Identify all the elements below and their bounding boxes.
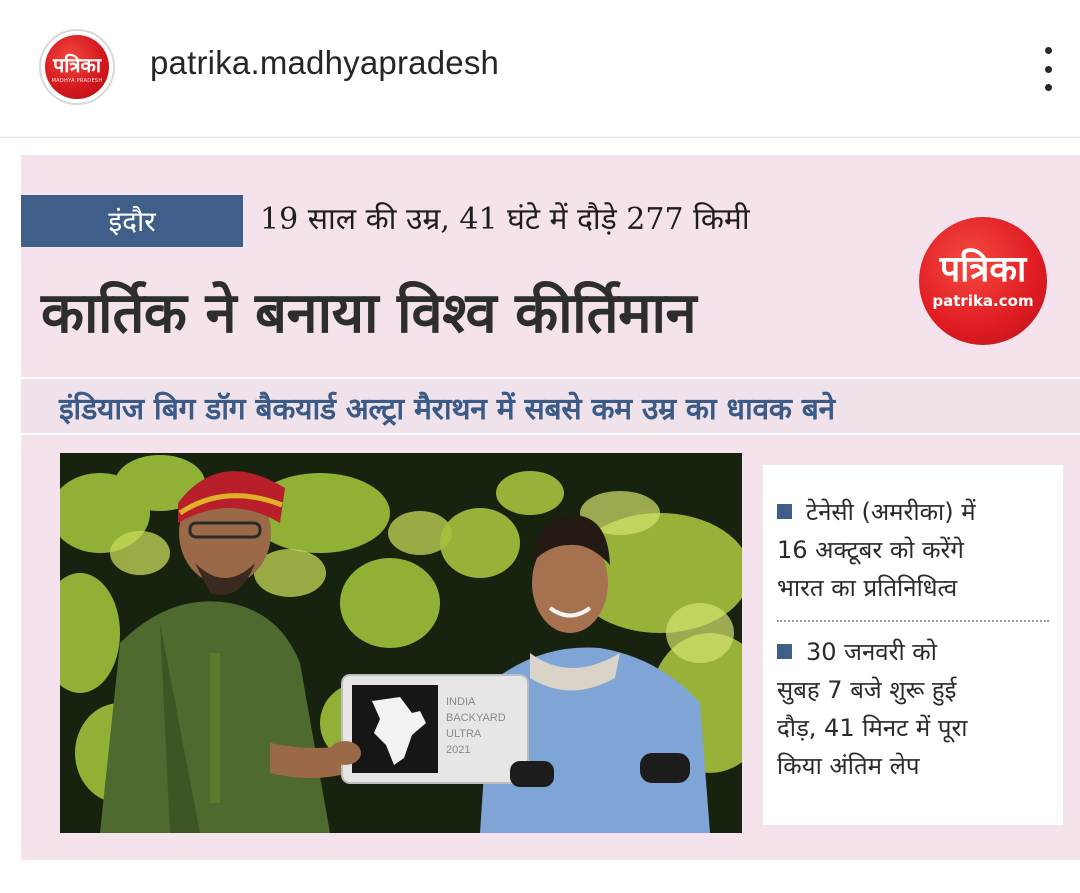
post-image[interactable] [21,155,1080,860]
patrika-logo-url: patrika.com [932,292,1034,310]
bullet-line: दौड़, 41 मिनट में पूरा [777,714,968,742]
post-header [0,0,1080,138]
divider [777,620,1049,622]
bullet-line: टेनेसी (अमरीका) में [806,498,976,526]
dot [1045,47,1052,54]
bullet-line: भारत का प्रतिनिधित्व [777,574,958,602]
info-bullet [777,633,1059,785]
more-options-icon[interactable] [1030,44,1066,94]
avatar-logo [45,35,109,99]
patrika-logo-title: पत्रिका [939,249,1027,290]
profile-avatar[interactable] [39,29,115,105]
photo-illustration [60,453,742,833]
subheadline: इंडियाज बिग डॉग बैकयार्ड अल्ट्रा मैराथन में सबसे कम उम्र का धावक बने [59,392,835,427]
info-bullet [777,493,1059,607]
strap-line: 19 साल की उम्र, 41 घंटे में दौड़े 277 किमी [260,202,750,237]
username-link[interactable]: patrika.madhyapradesh [150,44,500,81]
bullet-square-icon [777,644,792,659]
plaque-text-line: INDIA [446,696,476,708]
plaque-text-line: ULTRA [446,728,482,740]
bullet-line: सुबह 7 बजे शुरू हुई [777,676,957,704]
bullet-square-icon [777,504,792,519]
dot [1045,66,1052,73]
dot [1045,84,1052,91]
plaque-text-line: 2021 [446,744,471,756]
subhead-strip [21,377,1080,435]
avatar-logo-title: पत्रिका [52,52,102,77]
plaque-text-line: BACKYARD [446,712,506,724]
headline: कार्तिक ने बनाया विश्व कीर्तिमान [41,281,697,346]
info-sidebar [763,465,1063,825]
bullet-line: 16 अक्टूबर को करेंगे [777,536,964,564]
avatar-logo-sub: MADHYA PRADESH [51,77,103,84]
news-photo [60,453,742,833]
patrika-logo [919,217,1047,345]
bullet-line: किया अंतिम लेप [777,752,920,780]
city-label: इंदौर [21,195,243,247]
bullet-line: 30 जनवरी को [806,638,937,666]
